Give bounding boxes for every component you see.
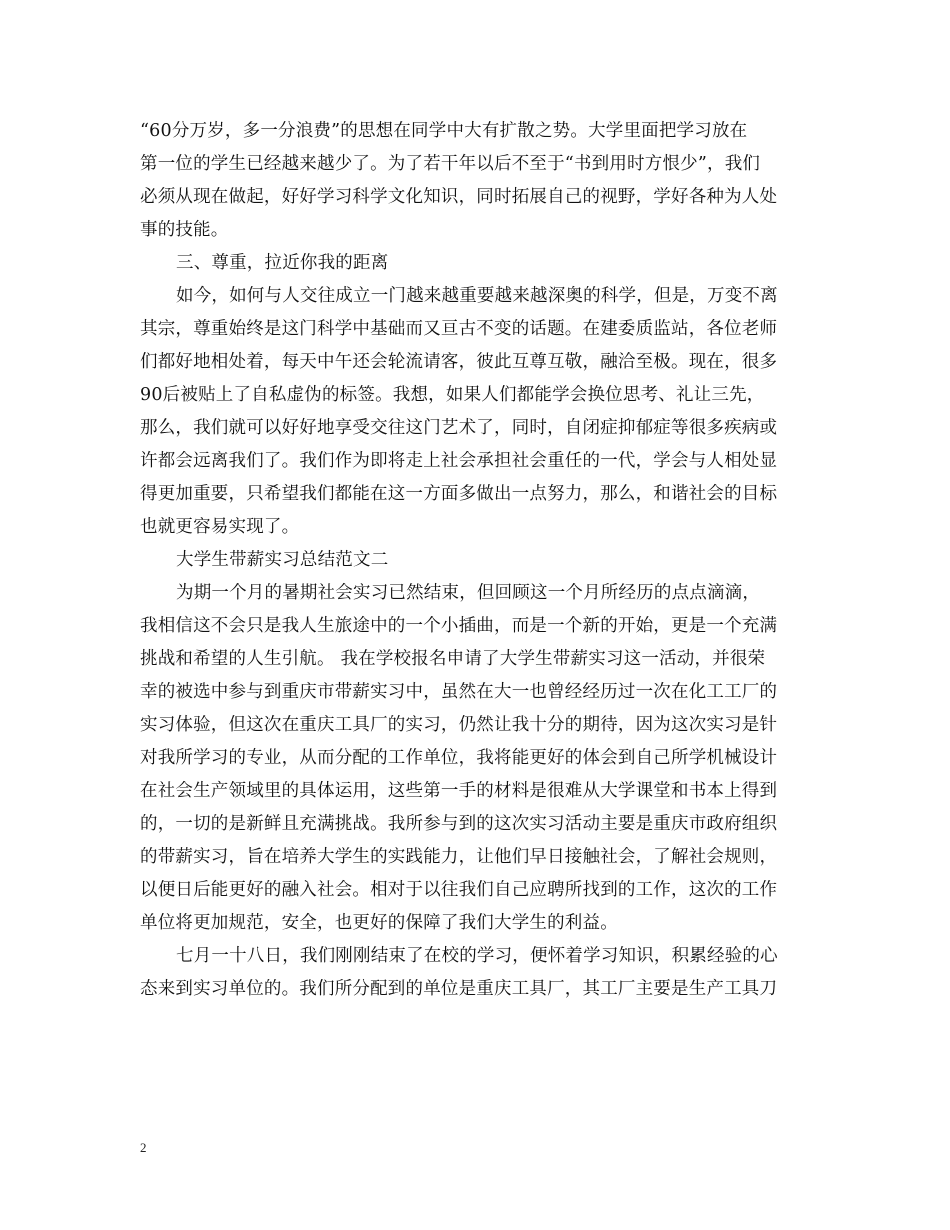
- text-line: 以便日后能更好的融入社会。相对于以往我们自己应聘所找到的工作，这次的工作: [140, 880, 778, 900]
- text-line: 挑战和希望的人生引航。 我在学校报名申请了大学生带薪实习这一活动，并很荣: [140, 649, 766, 669]
- text-line: 必须从现在做起，好好学习科学文化知识，同时拓展自己的视野，学好各种为人处: [140, 187, 778, 207]
- text-line: 那么，我们就可以好好地享受交往这门艺术了，同时，自闭症抑郁症等很多疾病或: [140, 418, 778, 438]
- page-number: 2: [140, 1140, 147, 1155]
- text-line: 我相信这不会只是我人生旅途中的一个小插曲，而是一个新的开始，更是一个充满: [140, 616, 778, 636]
- text-line: 为期一个月的暑期社会实习已然结束，但回顾这一个月所经历的点点滴滴，: [176, 583, 761, 603]
- text-line: 如今，如何与人交往成立一门越来越重要越来越深奥的科学，但是，万变不离: [176, 286, 778, 306]
- text-line: 的，一切的是新鲜且充满挑战。我所参与到的这次实习活动主要是重庆市政府组织: [140, 814, 778, 834]
- text-line: “60分万岁，多一分浪费”的思想在同学中大有扩散之势。大学里面把学习放在: [140, 121, 748, 141]
- text-line: 事的技能。: [140, 220, 229, 240]
- text-line: 其宗，尊重始终是这门科学中基础而又亘古不变的话题。在建委质监站，各位老师: [140, 319, 778, 339]
- text-line: 幸的被选中参与到重庆市带薪实习中，虽然在大一也曾经经历过一次在化工工厂的: [140, 682, 778, 702]
- text-line: 90后被贴上了自私虚伪的标签。我想，如果人们都能学会换位思考、礼让三先，: [140, 385, 765, 405]
- text-line: 得更加重要，只希望我们都能在这一方面多做出一点努力，那么，和谐社会的目标: [140, 484, 778, 504]
- text-line: 也就更容易实现了。: [140, 517, 300, 537]
- article-title: 大学生带薪实习总结范文二: [176, 550, 389, 570]
- text-line: 第一位的学生已经越来越少了。为了若干年以后不至于“书到用时方恨少”，我们: [140, 154, 761, 174]
- text-line: 七月一十八日，我们刚刚结束了在校的学习，便怀着学习知识，积累经验的心: [176, 946, 778, 966]
- text-line: 实习体验，但这次在重庆工具厂的实习，仍然让我十分的期待，因为这次实习是针: [140, 715, 778, 735]
- text-line: 对我所学习的专业，从而分配的工作单位，我将能更好的体会到自己所学机械设计: [140, 748, 778, 768]
- text-line: 态来到实习单位的。我们所分配到的单位是重庆工具厂，其工厂主要是生产工具刀: [140, 979, 778, 999]
- text-line: 的带薪实习，旨在培养大学生的实践能力，让他们早日接触社会，了解社会规则，: [140, 847, 778, 867]
- section-heading: 三、尊重，拉近你我的距离: [176, 253, 389, 273]
- text-line: 单位将更加规范，安全，也更好的保障了我们大学生的利益。: [140, 913, 618, 933]
- text-line: 在社会生产领域里的具体运用，这些第一手的材料是很难从大学课堂和书本上得到: [140, 781, 778, 801]
- text-line: 许都会远离我们了。我们作为即将走上社会承担社会重任的一代，学会与人相处显: [140, 451, 778, 471]
- text-line: 们都好地相处着，每天中午还会轮流请客，彼此互尊互敬，融洽至极。现在，很多: [140, 352, 778, 372]
